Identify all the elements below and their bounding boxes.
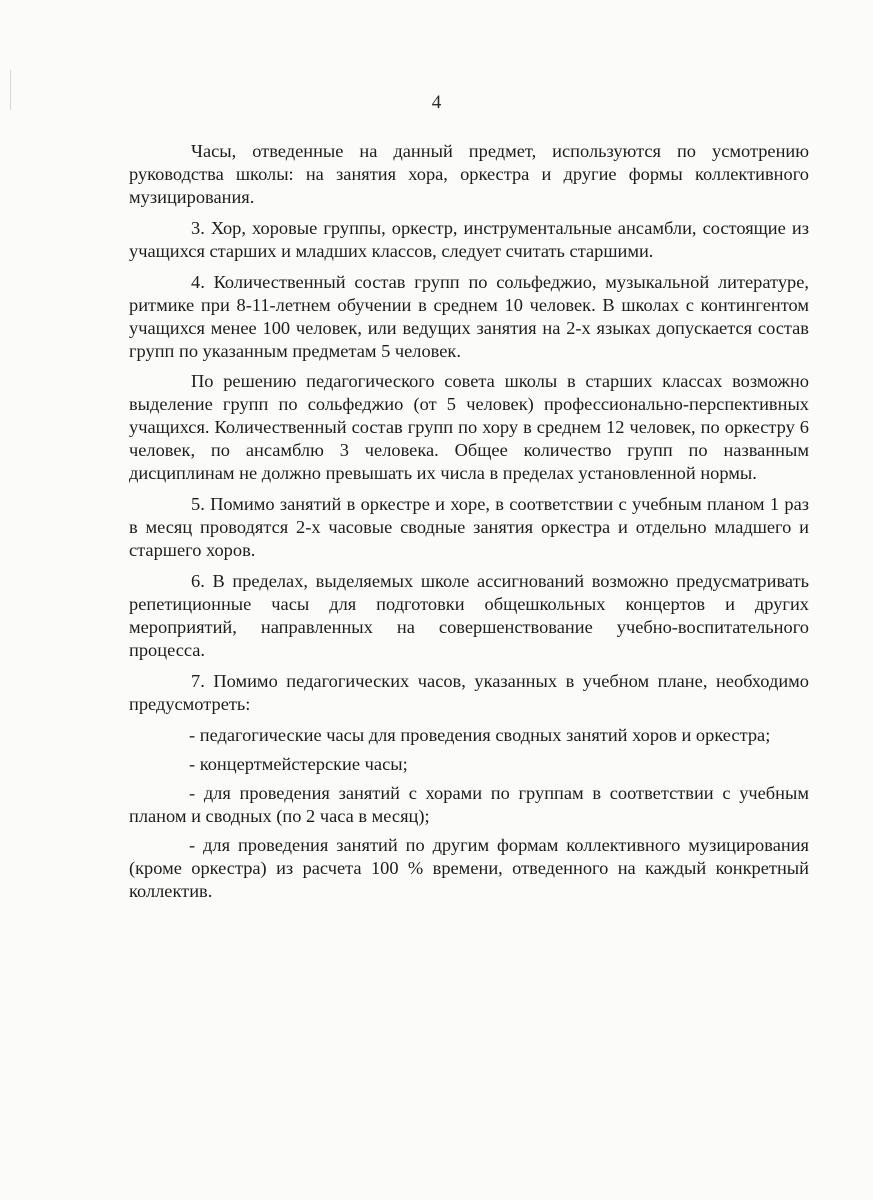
list-item-choir-groups: - для проведения занятий с хорами по группам в соответствии с учебным планом и сводных (по 2 часа в месяц); <box>129 782 809 826</box>
page-number: 4 <box>431 92 442 113</box>
paragraph-hours-usage: Часы, отведенные на данный предмет, используются по усмотрению руководства школы: на занятия хора, оркестра и другие формы коллективного музицирования. <box>129 141 809 207</box>
list-item-accompanist-hours: - концертмейстерские часы; <box>189 753 408 774</box>
document-body <box>129 140 809 909</box>
paragraph-item-7: 7. Помимо педагогических часов, указанных в учебном плане, необходимо предусмотреть: <box>129 670 809 714</box>
list-item-pedagogical-hours: - педагогические часы для проведения сводных занятий хоров и оркестра; <box>189 724 771 745</box>
paragraph-council-decision: По решению педагогического совета школы в старших классах возможно выделение групп по сольфеджио (от 5 человек) профессионально-перспективных учащихся. Количественный состав групп по хору в среднем 12 человек, по оркестру 6 человек, по ансамблю 3 человека. Общее количество групп по названным дисциплинам не должно превышать их числа в пределах установленной нормы. <box>129 371 809 484</box>
paragraph-item-3: 3. Хор, хоровые группы, оркестр, инструментальные ансамбли, состоящие из учащихся старших и младших классов, следует считать старшими. <box>129 217 809 261</box>
paragraph-item-5: 5. Помимо занятий в оркестре и хоре, в соответствии с учебным планом 1 раз в месяц проводятся 2-х часовые сводные занятия оркестра и отдельно младшего и старшего хоров. <box>129 494 809 561</box>
list-item-collective-music: - для проведения занятий по другим формам коллективного музицирования (кроме оркестра) из расчета 100 % времени, отведенного на каждый конкретный коллектив. <box>129 834 809 901</box>
paragraph-item-4: 4. Количественный состав групп по сольфеджио, музыкальной литературе, ритмике при 8-11-летнем обучении в среднем 10 человек. В школах с контингентом учащихся менее 100 человек, или ведущих занятия на 2-х языках допускается состав групп по указанным предметам 5 человек. <box>129 271 809 361</box>
paragraph-item-6: 6. В пределах, выделяемых школе ассигнований возможно предусматривать репетиционные часы для подготовки общешкольных концертов и других мероприятий, направленных на совершенствование учебно-воспитательного процесса. <box>129 570 809 660</box>
